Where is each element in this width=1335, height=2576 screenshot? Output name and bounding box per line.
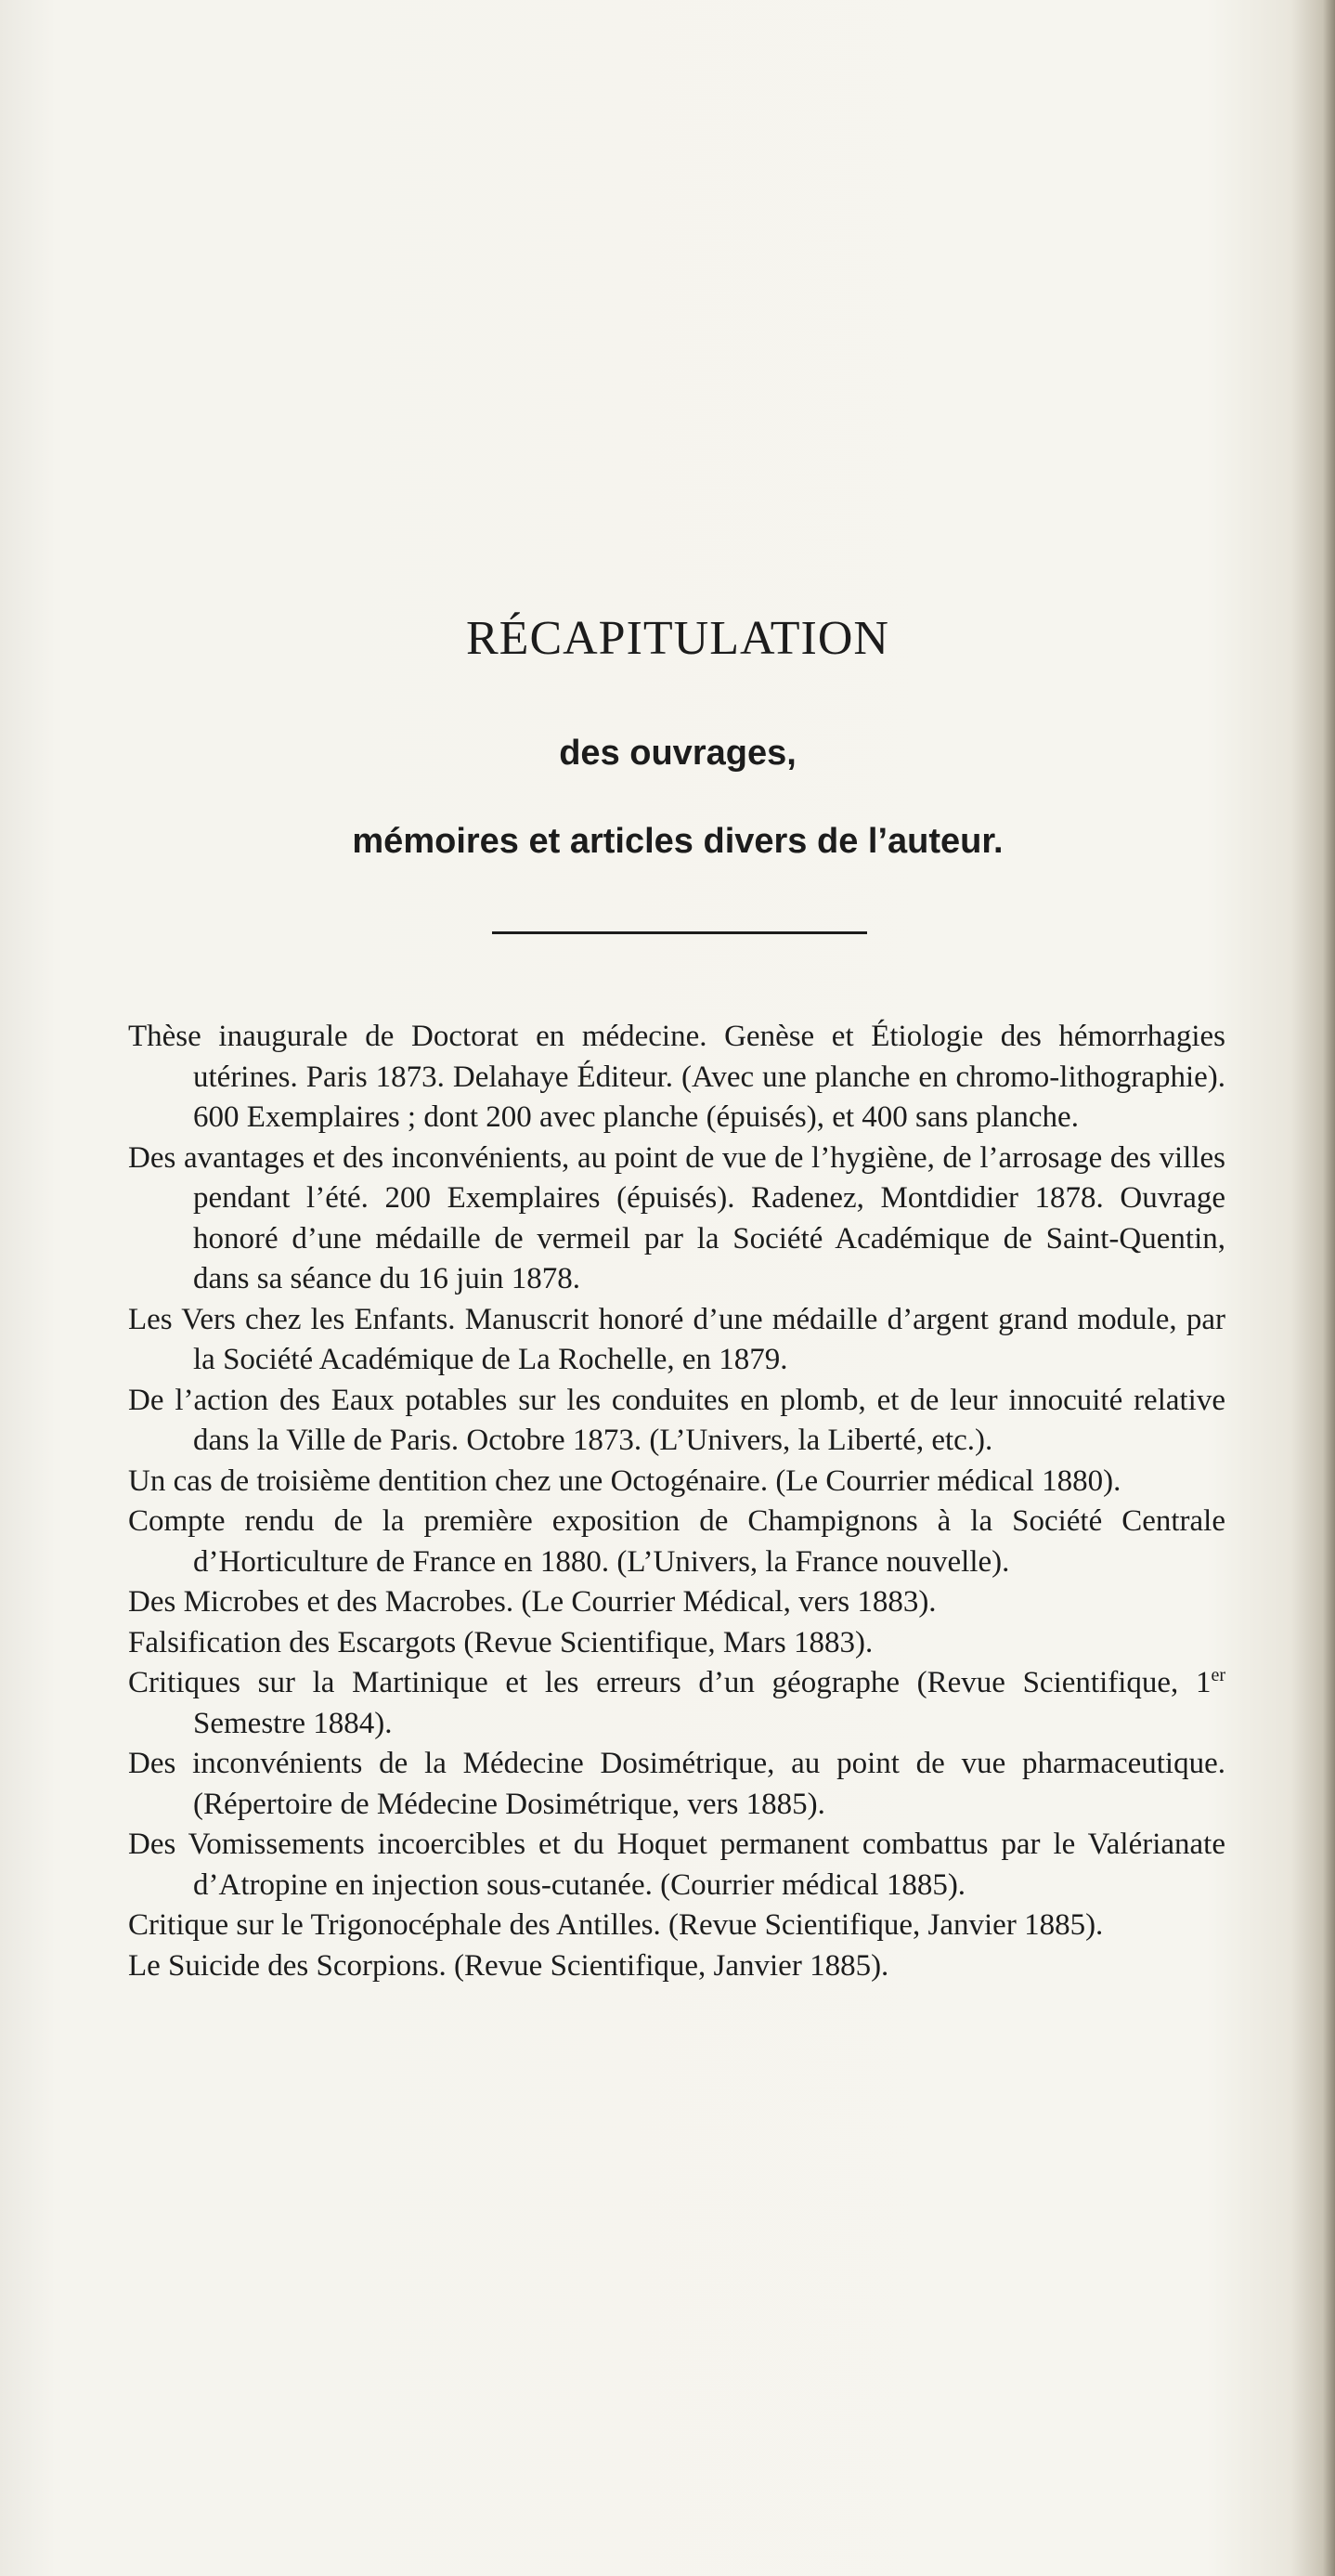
publication-entry: Des Vomissements incoercibles et du Hoquet permanent combattus par le Valérianate d’Atropine en injection sous-cutanée. (Courrier médical 1885).	[128, 1828, 1225, 1902]
ordinal-superscript: er	[1211, 1665, 1225, 1685]
publication-entry: Des Microbes et des Macrobes. (Le Courrier Médical, vers 1883).	[128, 1585, 937, 1619]
publication-entry: Falsification des Escargots (Revue Scientifique, Mars 1883).	[128, 1625, 874, 1659]
entry-text-after: Semestre 1884).	[193, 1706, 393, 1740]
page-title: RÉCAPITULATION	[466, 612, 889, 665]
publication-entry: Les Vers chez les Enfants. Manuscrit honoré d’une médaille d’argent grand module, par la Société Académique de La Rochelle, en 1879.	[128, 1302, 1225, 1376]
publication-list	[128, 1017, 1225, 1986]
publication-entry: Le Suicide des Scorpions. (Revue Scientifique, Janvier 1885).	[128, 1948, 889, 1983]
publication-entry: Des inconvénients de la Médecine Dosimétrique, au point de vue pharmaceutique. (Répertoire de Médecine Dosimétrique, vers 1885).	[128, 1747, 1225, 1821]
subtitle-line-2: mémoires et articles divers de l’auteur.	[352, 822, 1004, 861]
subtitle-line-1: des ouvrages,	[559, 734, 797, 773]
title-divider	[492, 931, 867, 934]
publication-entry: Des avantages et des inconvénients, au point de vue de l’hygiène, de l’arrosage des villes pendant l’été. 200 Exemplaires (épuisés). Radenez, Montdidier 1878. Ouvrage honoré d’une médaille de vermeil par la Société Académique de Saint-Quentin, dans sa séance du 16 juin 1878.	[128, 1140, 1225, 1295]
entry-text-before: Critiques sur la Martinique et les erreurs d’un géographe (Revue Scientifique, 1	[128, 1666, 1212, 1699]
publication-entry: Un cas de troisième dentition chez une Octogénaire. (Le Courrier médical 1880).	[128, 1464, 1121, 1498]
publication-entry	[128, 1663, 1225, 1744]
publication-entry: Compte rendu de la première exposition de Champignons à la Société Centrale d’Horticulture de France en 1880. (L’Univers, la France nouvelle).	[128, 1504, 1225, 1579]
publication-entry: De l’action des Eaux potables sur les conduites en plomb, et de leur innocuité relative dans la Ville de Paris. Octobre 1873. (L’Univers, la Liberté, etc.).	[128, 1383, 1225, 1457]
publication-entry: Critique sur le Trigonocéphale des Antilles. (Revue Scientifique, Janvier 1885).	[128, 1908, 1104, 1942]
publication-entry: Thèse inaugurale de Doctorat en médecine. Genèse et Étiologie des hémorrhagies utérines. Paris 1873. Delahaye Éditeur. (Avec une planche en chromo-lithographie). 600 Exemplaires ; dont 200 avec planche (épuisés), et 400 sans planche.	[128, 1020, 1225, 1134]
